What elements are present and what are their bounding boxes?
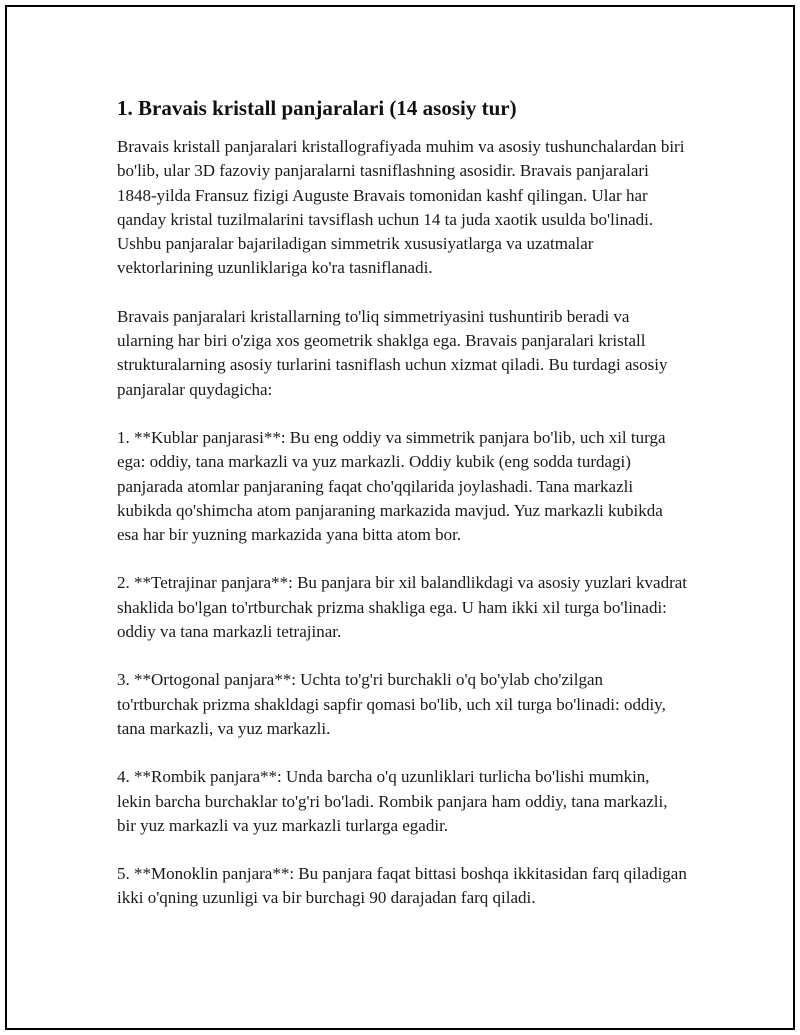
list-item-rhombic: 4. **Rombik panjara**: Unda barcha o'q uzunliklari turlicha bo'lishi mumkin, lekin barcha burchaklar to'g'ri bo'ladi. Rombik panjara ham oddiy, tana markazli, bir yuz markazli va yuz markazli turlarga egadir. — [117, 767, 668, 835]
list-item-tetragonal: 2. **Tetrajinar panjara**: Bu panjara bir xil balandlikdagi va asosiy yuzlari kvadrat shaklida bo'lgan to'rtburchak prizma shakliga ega. U ham ikki xil turga bo'linadi: oddiy va tana markazli tetrajinar. — [117, 573, 688, 642]
paragraph-overview: Bravais panjaralari kristallarning to'liq simmetriyasini tushuntirib beradi va ularning har biri o'ziga xos geometrik shaklga ega. Bravais panjaralari kristall strukturalarning asosiy turlarini tasniflash uchun xizmat qiladi. Bu turdagi asosiy panjaralar quydagicha: — [117, 306, 668, 399]
paragraph-intro: Bravais kristall panjaralari kristallografiyada muhim va asosiy tushunchalardan biri bo'lib, ular 3D fazoviy panjaralarni tasniflashning asosidir. Bravais panjaralari 1848-yilda Fransuz fizigi Auguste Bravais tomonidan kashf qilingan. Ular har qanday kristal tuzilmalarini tavsiflash uchun 14 ta juda xaotik usulda bo'linadi. Ushbu panjaralar bajariladigan simmetrik xususiyatlarga va uzatmalar vektorlarining uzunliklariga ko'ra tasniflanadi. — [117, 137, 685, 278]
section-title: 1. Bravais kristall panjaralari (14 asosiy tur) — [117, 96, 517, 120]
list-item-monoclinic: 5. **Monoklin panjara**: Bu panjara faqat bittasi boshqa ikkitasidan farq qiladigan ikki o'qning uzunligi va bir burchagi 90 darajadan farq qiladi. — [117, 864, 687, 908]
list-item-orthogonal: 3. **Ortogonal panjara**: Uchta to'g'ri burchakli o'q bo'ylab cho'zilgan to'rtburchak prizma shakldagi sapfir qomasi bo'lib, uch xil turga bo'linadi: oddiy, tana markazli, va yuz markazli. — [117, 670, 666, 738]
document-body — [117, 93, 687, 935]
list-item-cubic: 1. **Kublar panjarasi**: Bu eng oddiy va simmetrik panjara bo'lib, uch xil turga ega: oddiy, tana markazli va yuz markazli. Oddiy kubik (eng sodda turdagi) panjarada atomlar panjaraning faqat cho'qqilarida joylashadi. Tana markazli kubikda qo'shimcha atom panjaraning markazida mavjud. Yuz markazli kubikda esa har bir yuzning markazida yana bitta atom bor. — [117, 427, 666, 545]
